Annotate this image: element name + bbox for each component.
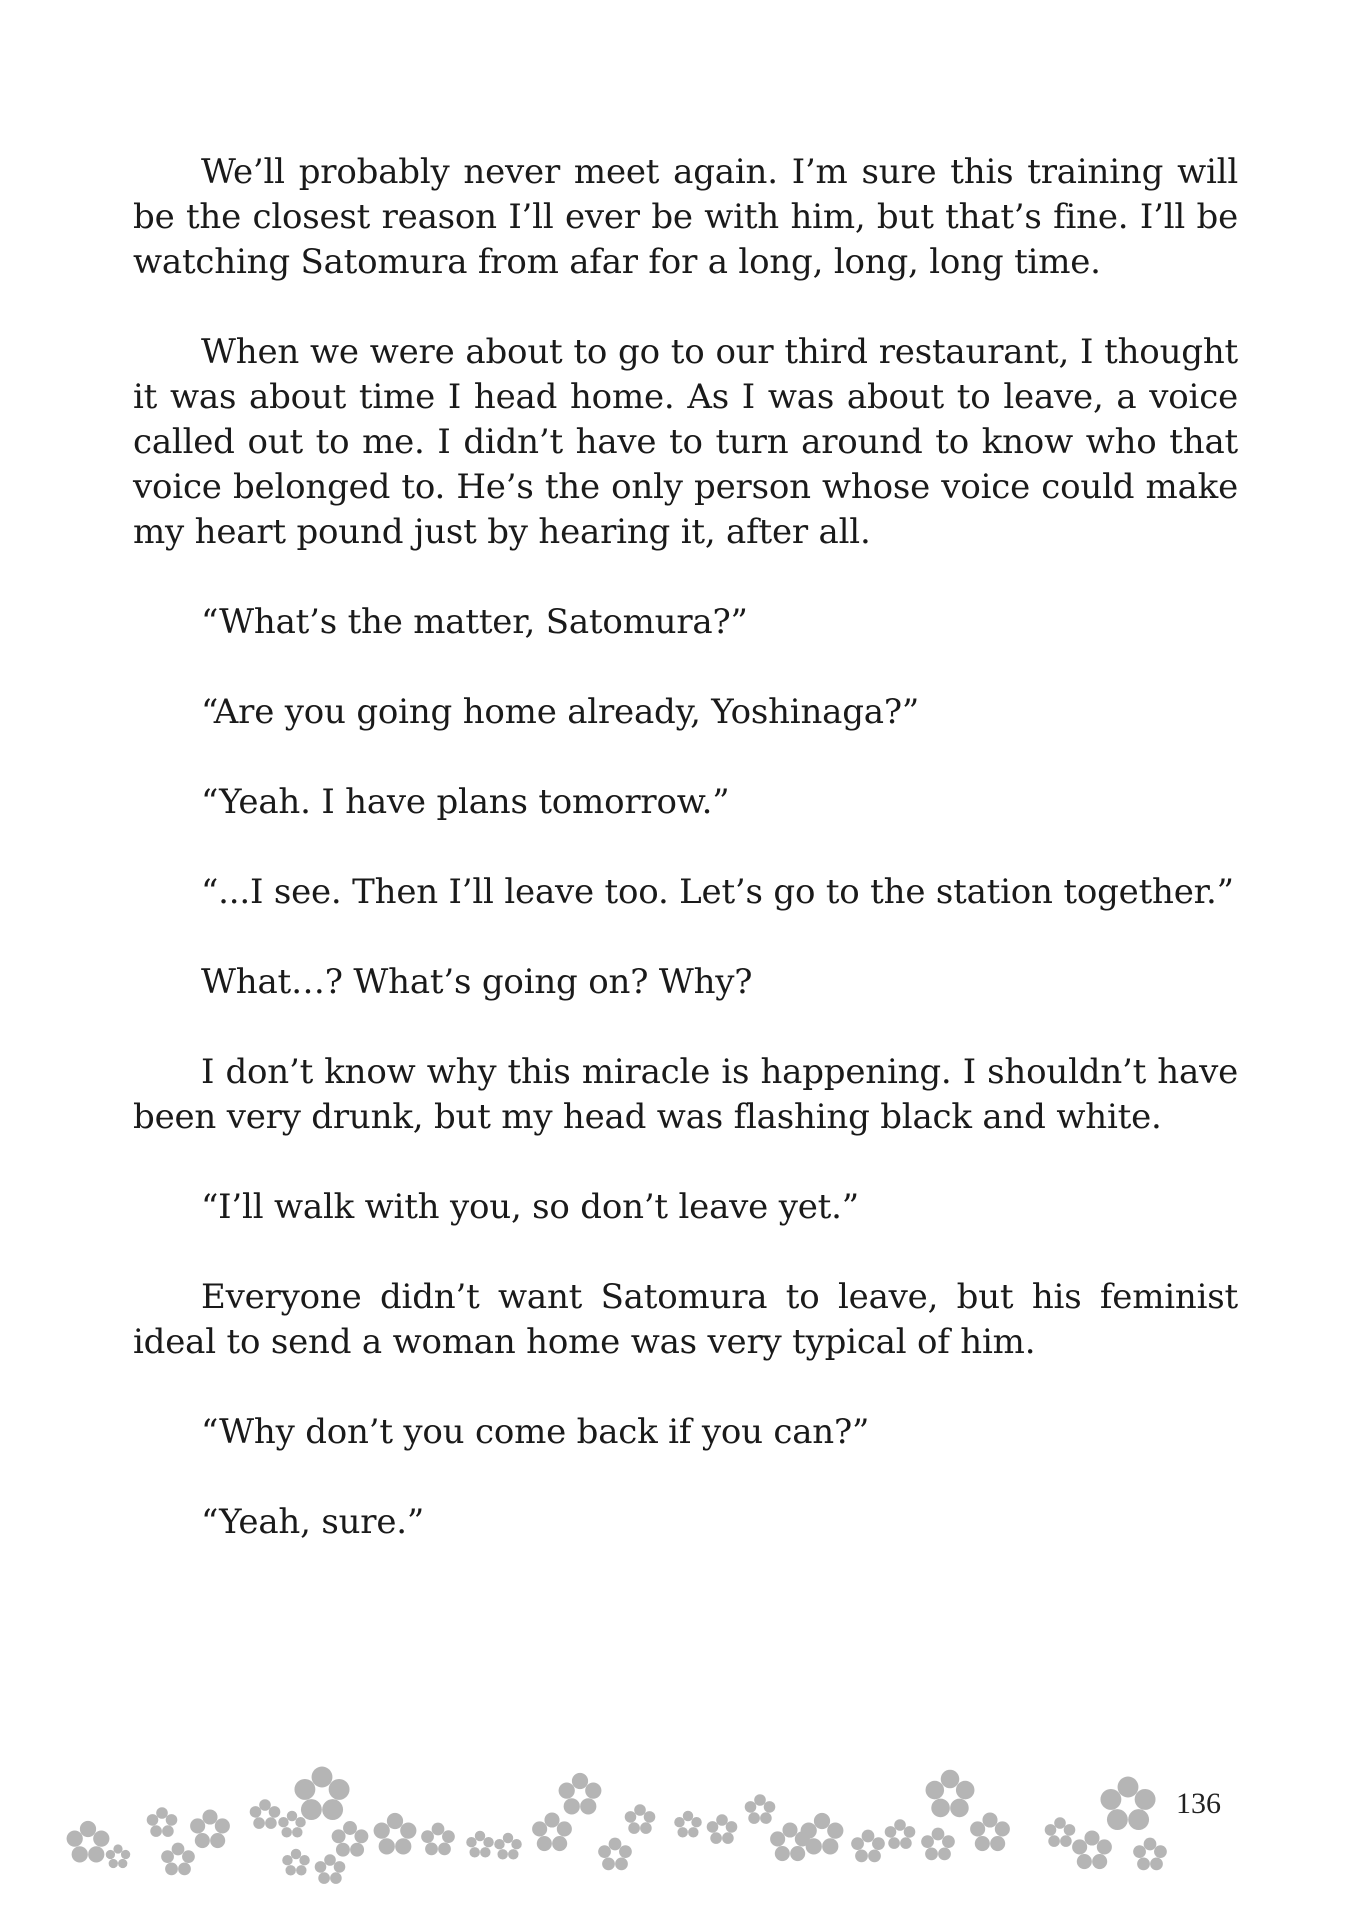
paragraph-4: “Are you going home already, Yoshinaga?”	[201, 692, 920, 732]
page-number: 136	[1176, 1787, 1221, 1820]
paragraph-3: “What’s the matter, Satomura?”	[201, 602, 748, 642]
paragraph-12: “Yeah, sure.”	[201, 1502, 425, 1542]
paragraph-6: “...I see. Then I’ll leave too. Let’s go to the station together.”	[201, 872, 1234, 912]
paragraph-10: Everyone didn’t want Satomura to leave, but his feminist ideal to send a woman home was very typical of him.	[133, 1277, 1238, 1362]
paragraph-1: We’ll probably never meet again. I’m sure this training will be the closest reason I’ll ever be with him, but that’s fine. I’ll be watching Satomura from afar for a long, long, long time.	[133, 152, 1238, 282]
paragraph-5: “Yeah. I have plans tomorrow.”	[201, 782, 730, 822]
flower-border-icon	[60, 1745, 1170, 1895]
paragraph-9: “I’ll walk with you, so don’t leave yet.”	[201, 1187, 859, 1227]
paragraph-2: When we were about to go to our third restaurant, I thought it was about time I head home. As I was about to leave, a voice called out to me. I didn’t have to turn around to know who that voice belonged to. He’s the only person whose voice could make my heart pound just by hearing it, after all.	[133, 332, 1238, 552]
paragraph-8: I don’t know why this miracle is happening. I shouldn’t have been very drunk, but my head was flashing black and white.	[133, 1052, 1238, 1137]
paragraph-11: “Why don’t you come back if you can?”	[201, 1412, 870, 1452]
page-body	[133, 150, 1238, 1590]
paragraph-7: What…? What’s going on? Why?	[201, 962, 753, 1002]
